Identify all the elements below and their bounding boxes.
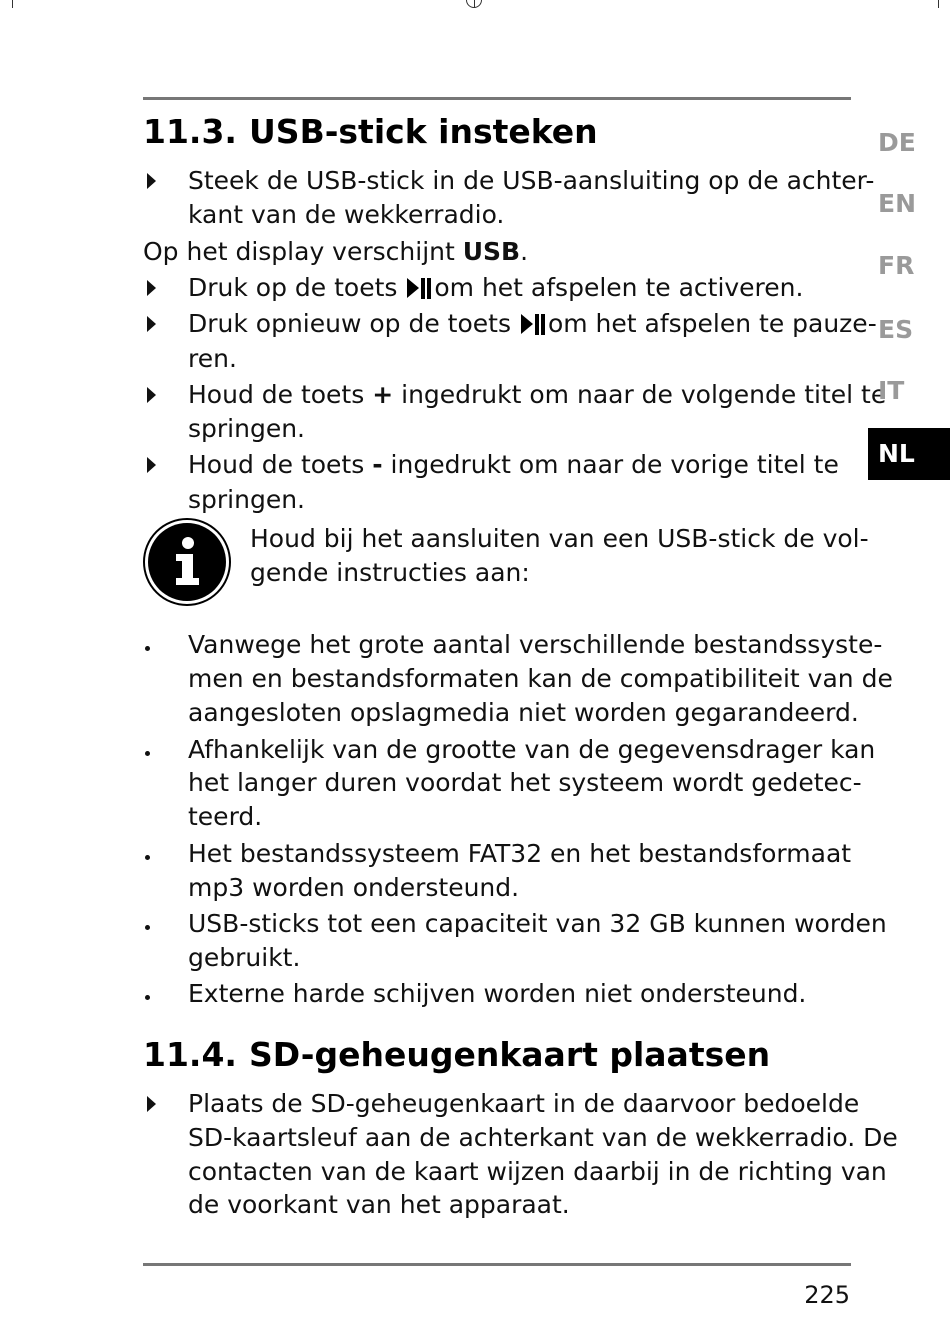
step-text: springen. — [188, 414, 306, 443]
arrow-bullet-icon — [147, 387, 156, 403]
info-text: gende instructies aan: — [250, 558, 530, 587]
info-icon — [143, 518, 231, 606]
step-prev — [188, 448, 839, 482]
play-pause-icon — [521, 312, 545, 336]
language-tab-en[interactable]: EN — [878, 189, 917, 218]
note-line: Afhankelijk van de grootte van de gegevensdrager kan — [188, 735, 876, 764]
step-text: Plaats de SD-geheugenkaart in de daarvoor bedoelde — [188, 1089, 860, 1118]
step-text: Druk op de toets — [188, 273, 406, 302]
step-text: kant van de wekkerradio. — [188, 200, 505, 229]
play-pause-icon — [407, 276, 431, 300]
language-tab-it[interactable]: IT — [878, 376, 905, 405]
display-value: USB — [462, 237, 521, 266]
step-text: Houd de toets — [188, 450, 373, 479]
bullet-dot — [145, 995, 150, 1000]
note-line: Vanwege het grote aantal verschillende bestandssyste- — [188, 630, 883, 659]
note-line: teerd. — [188, 802, 263, 831]
crop-mark — [12, 0, 13, 8]
step-text: SD-kaartsleuf aan de achterkant van de wekkerradio. De — [188, 1123, 898, 1152]
step-text: Steek de USB-stick in de USB-aansluiting op de achter- — [188, 166, 875, 195]
display-note — [143, 235, 528, 269]
language-tab-fr[interactable]: FR — [878, 251, 915, 280]
bullet-dot — [145, 855, 150, 860]
note-line: Externe harde schijven worden niet ondersteund. — [188, 979, 807, 1008]
key-plus: + — [372, 380, 394, 409]
info-text: Houd bij het aansluiten van een USB-stick de vol- — [250, 524, 869, 553]
display-note-end: . — [520, 237, 529, 266]
step-text: ingedrukt om naar de volgende titel te — [393, 380, 887, 409]
section-heading-usb — [143, 112, 598, 152]
note-line: Het bestandssysteem FAT32 en het bestandsformaat — [188, 839, 852, 868]
arrow-bullet-icon — [147, 1096, 156, 1112]
language-tab-es[interactable]: ES — [878, 315, 914, 344]
step-play — [188, 271, 803, 305]
bullet-dot — [145, 646, 150, 651]
section-title: USB-stick insteken — [249, 112, 598, 151]
section-title: SD-geheugenkaart plaatsen — [249, 1035, 771, 1074]
note-line: USB-sticks tot een capaciteit van 32 GB kunnen worden — [188, 909, 887, 938]
step-pause — [188, 307, 877, 341]
step-text: om het afspelen te pauze- — [547, 309, 877, 338]
registration-mark-icon — [466, 0, 482, 8]
step-text: springen. — [188, 485, 306, 514]
step-text: contacten van de kaart wijzen daarbij in de richting van — [188, 1157, 887, 1186]
note-line: men en bestandsformaten kan de compatibiliteit van de — [188, 664, 893, 693]
step-text: de voorkant van het apparaat. — [188, 1190, 570, 1219]
section-heading-sd — [143, 1035, 770, 1075]
bottom-rule — [143, 1263, 851, 1266]
display-note-text: Op het display verschijnt — [143, 237, 463, 266]
arrow-bullet-icon — [147, 316, 156, 332]
step-text: Druk opnieuw op de toets — [188, 309, 519, 338]
step-text: Houd de toets — [188, 380, 373, 409]
arrow-bullet-icon — [147, 457, 156, 473]
page-number: 225 — [804, 1281, 850, 1309]
step-text: om het afspelen te activeren. — [434, 273, 804, 302]
note-line: aangesloten opslagmedia niet worden gegarandeerd. — [188, 698, 859, 727]
step-next — [188, 378, 886, 412]
step-text: ren. — [188, 344, 237, 373]
bullet-dot — [145, 925, 150, 930]
language-tab-nl[interactable]: NL — [868, 428, 950, 480]
note-line: het langer duren voordat het systeem wordt gedetec- — [188, 768, 862, 797]
key-minus: - — [372, 450, 383, 479]
language-tab-de[interactable]: DE — [878, 128, 916, 157]
step-text: ingedrukt om naar de vorige titel te — [382, 450, 839, 479]
section-number: 11.4. — [143, 1035, 237, 1074]
arrow-bullet-icon — [147, 173, 156, 189]
bullet-dot — [145, 751, 150, 756]
top-rule — [143, 97, 851, 100]
note-line: gebruikt. — [188, 943, 301, 972]
crop-mark — [938, 0, 939, 8]
section-number: 11.3. — [143, 112, 237, 151]
note-line: mp3 worden ondersteund. — [188, 873, 520, 902]
arrow-bullet-icon — [147, 280, 156, 296]
